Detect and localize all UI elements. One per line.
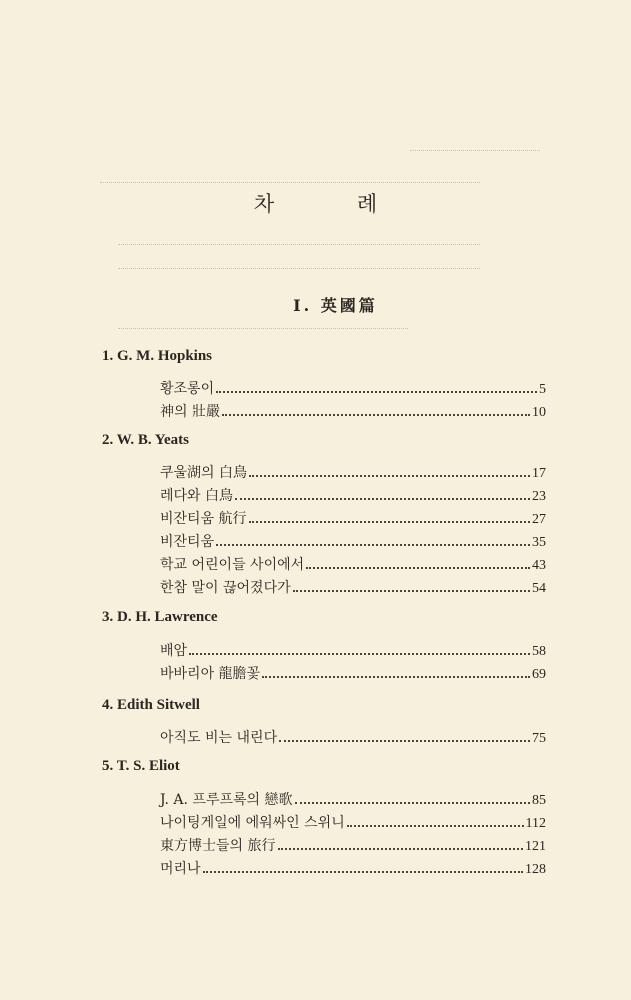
entry-page: 35 bbox=[532, 535, 546, 550]
toc-entry bbox=[160, 462, 546, 482]
toc-entry bbox=[160, 663, 546, 683]
entry-page: 27 bbox=[532, 512, 546, 527]
dot-leader bbox=[249, 475, 530, 477]
dot-leader bbox=[216, 544, 530, 546]
entry-title: 나이팅게일에 에워싸인 스위니 bbox=[160, 815, 345, 831]
page-title: 차 례 bbox=[253, 192, 416, 216]
dot-leader bbox=[235, 498, 530, 500]
entry-page: 112 bbox=[525, 816, 546, 831]
entry-title: 神의 壯嚴 bbox=[160, 404, 220, 420]
entry-page: 128 bbox=[525, 862, 546, 877]
dot-leader bbox=[203, 871, 523, 873]
dot-leader bbox=[222, 414, 530, 416]
entry-title: 레다와 白鳥 bbox=[160, 488, 234, 504]
bleed-through-line bbox=[118, 244, 480, 245]
entry-title: 바바리아 龍膽꽃 bbox=[160, 666, 261, 682]
toc-entry bbox=[160, 554, 546, 574]
entry-page: 23 bbox=[532, 489, 546, 504]
bleed-through-line bbox=[410, 150, 540, 151]
toc-entry bbox=[160, 812, 546, 832]
toc-entry bbox=[160, 789, 546, 809]
toc-entry bbox=[160, 640, 546, 660]
entry-title: 학교 어린이들 사이에서 bbox=[160, 557, 305, 573]
toc-entry bbox=[160, 401, 546, 421]
entry-title: 황조롱이 bbox=[160, 381, 215, 397]
toc-entry bbox=[160, 727, 546, 747]
dot-leader bbox=[249, 521, 530, 523]
bleed-through-line bbox=[100, 182, 480, 183]
toc-entry bbox=[160, 508, 546, 528]
entry-title: 쿠울湖의 白鳥 bbox=[160, 465, 248, 481]
dot-leader bbox=[262, 676, 530, 678]
author-heading: 2. W. B. Yeats bbox=[102, 432, 189, 448]
dot-leader bbox=[347, 825, 524, 827]
author-heading: 4. Edith Sitwell bbox=[102, 697, 200, 713]
entry-title: 비잔티움 bbox=[160, 534, 215, 550]
toc-entry bbox=[160, 531, 546, 551]
author-heading: 3. D. H. Lawrence bbox=[102, 609, 218, 625]
entry-page: 121 bbox=[525, 839, 546, 854]
bleed-through-line bbox=[118, 268, 480, 269]
entry-page: 5 bbox=[539, 382, 546, 397]
author-heading: 5. T. S. Eliot bbox=[102, 758, 180, 774]
toc-entry bbox=[160, 485, 546, 505]
entry-page: 58 bbox=[532, 644, 546, 659]
dot-leader bbox=[278, 848, 524, 850]
entry-page: 17 bbox=[532, 466, 546, 481]
dot-leader bbox=[295, 802, 530, 804]
entry-title: 東方博士들의 旅行 bbox=[160, 838, 276, 854]
entry-page: 75 bbox=[532, 731, 546, 746]
bleed-through-line bbox=[118, 328, 408, 329]
part-heading: I. 英國篇 bbox=[293, 296, 378, 315]
dot-leader bbox=[189, 653, 530, 655]
entry-page: 43 bbox=[532, 558, 546, 573]
entry-title: 배암 bbox=[160, 643, 188, 659]
toc-entry bbox=[160, 835, 546, 855]
dot-leader bbox=[306, 567, 530, 569]
dot-leader bbox=[279, 740, 530, 742]
entry-title: 비잔티움 航行 bbox=[160, 511, 247, 527]
toc-entry bbox=[160, 858, 546, 878]
toc-entry bbox=[160, 378, 546, 398]
toc-entry bbox=[160, 577, 546, 597]
entry-page: 54 bbox=[532, 581, 546, 596]
entry-page: 69 bbox=[532, 667, 546, 682]
entry-title: J. A. 프루프록의 戀歌 bbox=[160, 792, 293, 808]
entry-page: 10 bbox=[532, 405, 546, 420]
dot-leader bbox=[216, 391, 537, 393]
entry-page: 85 bbox=[532, 793, 546, 808]
author-heading: 1. G. M. Hopkins bbox=[102, 348, 213, 364]
entry-title: 한참 말이 끊어졌다가 bbox=[160, 580, 291, 596]
entry-title: 머리나 bbox=[160, 861, 201, 877]
dot-leader bbox=[293, 590, 530, 592]
entry-title: 아직도 비는 내린다 bbox=[160, 730, 278, 746]
